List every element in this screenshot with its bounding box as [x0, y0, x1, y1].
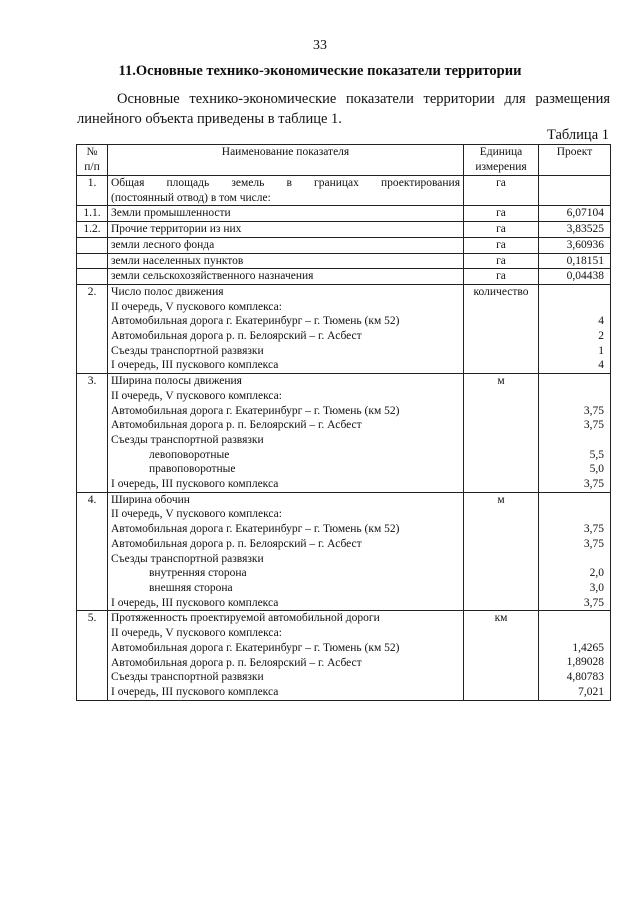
- table-row-group: [77, 611, 611, 700]
- table-row-group: [77, 284, 611, 373]
- group-line-text: Автомобильная дорога г. Екатеринбург – г. Тюмень (км 52): [111, 404, 400, 417]
- group-line-text: Число полос движения: [111, 285, 224, 298]
- group-lines: [108, 492, 464, 611]
- section-heading: 11.Основные технико-экономические показатели территории: [118, 63, 522, 79]
- table-row-group: [77, 492, 611, 611]
- group-line-value: [542, 611, 604, 626]
- group-line-text: I очередь, III пускового комплекса: [111, 478, 279, 491]
- group-line-text: Автомобильная дорога г. Екатеринбург – г. Тюмень (км 52): [111, 641, 400, 654]
- table-row: [77, 206, 611, 222]
- table-caption: Таблица 1: [546, 127, 609, 143]
- row-name-word: Общая: [111, 177, 145, 189]
- group-line-value: 3,75: [583, 478, 604, 491]
- row-name: земли лесного фонда: [108, 237, 464, 253]
- group-line-value: 4,80783: [566, 671, 604, 684]
- header-num-line2: п/п: [84, 160, 100, 173]
- row-name: [108, 176, 464, 206]
- group-line-value: 5,0: [589, 463, 604, 476]
- group-line-text: I очередь, III пускового комплекса: [111, 596, 279, 609]
- group-line-value: [542, 552, 604, 567]
- table-row: [77, 222, 611, 238]
- group-num: 3.: [77, 374, 108, 493]
- row-unit: га: [464, 253, 539, 269]
- row-name: Прочие территории из них: [108, 222, 464, 238]
- group-line-value: 1,4265: [572, 641, 604, 654]
- group-line-value: 3,75: [583, 419, 604, 432]
- table-row: [77, 269, 611, 285]
- group-line-value: [542, 626, 604, 641]
- group-line-value: 4: [598, 315, 604, 328]
- row-unit: га: [464, 222, 539, 238]
- row-value: 0,18151: [539, 253, 611, 269]
- row-unit: га: [464, 269, 539, 285]
- row-value: 0,04438: [539, 269, 611, 285]
- row-unit: га: [464, 176, 539, 206]
- group-line-value: [542, 300, 604, 315]
- group-line-text: II очередь, V пускового комплекса:: [111, 300, 282, 313]
- header-name: Наименование показателя: [108, 145, 464, 176]
- header-unit: [464, 145, 539, 176]
- group-line-value: 1: [598, 344, 604, 357]
- table-row: [77, 253, 611, 269]
- header-unit-line1: Единица: [479, 146, 523, 158]
- row-value: 3,60936: [539, 237, 611, 253]
- indicators-table: [76, 144, 611, 701]
- table-row: [77, 176, 611, 206]
- row-unit: га: [464, 237, 539, 253]
- row-unit: га: [464, 206, 539, 222]
- row-value: 6,07104: [539, 206, 611, 222]
- group-line-text: II очередь, V пускового комплекса:: [111, 508, 282, 521]
- group-lines: [108, 284, 464, 373]
- row-name-word: проектирования: [381, 177, 460, 189]
- header-unit-line2: измерения: [475, 161, 527, 173]
- page-number: 33: [313, 38, 327, 53]
- group-line-value: 3,75: [583, 523, 604, 536]
- group-line-text: Автомобильная дорога р. п. Белоярский – г. Асбест: [111, 537, 362, 550]
- group-line-text: Съезды транспортной развязки: [111, 433, 264, 446]
- group-line-text: левоповоротные: [149, 448, 230, 461]
- group-line-value: [542, 374, 604, 389]
- group-line-value: [542, 493, 604, 508]
- group-line-text: I очередь, III пускового комплекса: [111, 359, 279, 372]
- group-line-value: 5,5: [589, 448, 604, 461]
- group-line-text: Протяженность проектируемой автомобильной дороги: [111, 612, 380, 625]
- group-line-text: внутренняя сторона: [149, 567, 247, 580]
- group-lines: [108, 611, 464, 700]
- row-name-word: площадь: [166, 177, 210, 189]
- group-line-value: 3,0: [589, 581, 604, 594]
- group-unit: км: [464, 611, 539, 700]
- row-num: 1.: [77, 176, 108, 206]
- group-line-text: II очередь, V пускового комплекса:: [111, 389, 282, 402]
- row-num: [77, 269, 108, 285]
- group-line-text: II очередь, V пускового комплекса:: [111, 627, 282, 640]
- group-values: [539, 284, 611, 373]
- group-lines: [108, 374, 464, 493]
- row-name-line: [111, 176, 460, 191]
- table-header-row: [77, 145, 611, 176]
- row-value: 3,83525: [539, 222, 611, 238]
- group-line-text: I очередь, III пускового комплекса: [111, 685, 279, 698]
- group-line-text: Автомобильная дорога р. п. Белоярский – г. Асбест: [111, 330, 362, 343]
- group-values: [539, 374, 611, 493]
- group-line-text: Автомобильная дорога р. п. Белоярский – г. Асбест: [111, 656, 362, 669]
- group-num: 2.: [77, 284, 108, 373]
- group-line-value: 3,75: [583, 537, 604, 550]
- group-line-value: [542, 389, 604, 404]
- group-line-text: Ширина обочин: [111, 493, 190, 506]
- group-line-text: Автомобильная дорога г. Екатеринбург – г. Тюмень (км 52): [111, 315, 400, 328]
- group-line-value: 2: [598, 330, 604, 342]
- group-line-text: Съезды транспортной развязки: [111, 671, 264, 684]
- group-line-text: Съезды транспортной развязки: [111, 344, 264, 357]
- group-line-text: внешняя сторона: [149, 581, 233, 594]
- group-line-text: Съезды транспортной развязки: [111, 552, 264, 565]
- row-num: 1.2.: [77, 222, 108, 238]
- header-num-line1: №: [86, 146, 98, 158]
- row-num: [77, 253, 108, 269]
- intro-paragraph: Основные технико-экономические показатели территории для размещения линейного объекта приведены в таблице 1.: [77, 91, 610, 127]
- header-num: [77, 145, 108, 176]
- row-name: земли сельскохозяйственного назначения: [108, 269, 464, 285]
- group-unit: м: [464, 374, 539, 493]
- group-line-value: 3,75: [583, 596, 604, 609]
- row-value: [539, 176, 611, 206]
- group-values: [539, 492, 611, 611]
- group-line-text: правоповоротные: [149, 463, 236, 476]
- group-line-text: Автомобильная дорога г. Екатеринбург – г. Тюмень (км 52): [111, 523, 400, 536]
- group-unit: количество: [464, 284, 539, 373]
- row-num: [77, 237, 108, 253]
- table-row: [77, 237, 611, 253]
- group-line-value: 4: [598, 359, 604, 372]
- row-name: земли населенных пунктов: [108, 253, 464, 269]
- row-name: Земли промышленности: [108, 206, 464, 222]
- table-row-group: [77, 374, 611, 493]
- group-values: [539, 611, 611, 700]
- group-unit: м: [464, 492, 539, 611]
- group-line-value: 1,89028: [566, 656, 604, 669]
- group-line-value: [542, 285, 604, 300]
- group-line-value: 3,75: [583, 404, 604, 417]
- row-name-word: границах: [314, 177, 359, 189]
- group-line-value: [542, 507, 604, 522]
- header-project: Проект: [539, 145, 611, 176]
- group-line-value: 7,021: [578, 685, 604, 698]
- group-line-value: [542, 433, 604, 448]
- row-num: 1.1.: [77, 206, 108, 222]
- row-name-line: (постоянный отвод) в том числе:: [111, 191, 271, 204]
- group-line-text: Ширина полосы движения: [111, 375, 242, 388]
- group-line-value: 2,0: [589, 567, 604, 580]
- row-name-word: земель: [231, 177, 265, 189]
- row-name-word: в: [286, 177, 292, 189]
- group-num: 4.: [77, 492, 108, 611]
- group-num: 5.: [77, 611, 108, 700]
- group-line-text: Автомобильная дорога р. п. Белоярский – г. Асбест: [111, 419, 362, 432]
